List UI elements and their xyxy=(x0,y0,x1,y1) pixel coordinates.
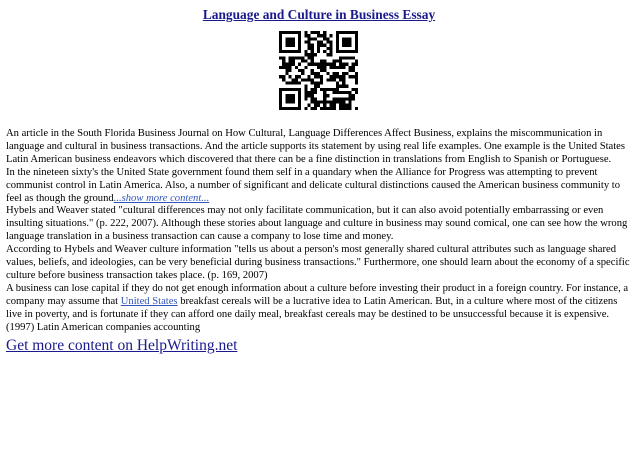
united-states-link[interactable]: United States xyxy=(120,295,178,307)
qr-code xyxy=(279,31,358,110)
essay-title-link[interactable]: Language and Culture in Business Essay xyxy=(202,7,436,22)
paragraph: Hybels and Weaver stated "cultural differences may not only facilitate communication, but it can also avoid potentially embarrassing or even insulting situations." (p. 222, 2007). Although these stories about language and culture in business may sound comical, one can see how the wrong language translation in a business transaction can cause a company to lose time and money. xyxy=(6,205,628,243)
essay-body xyxy=(6,128,634,335)
get-more-content-link[interactable]: Get more content on HelpWriting.net xyxy=(6,337,238,354)
paragraph-text: In the nineteen sixty's the United State government found them self in a quandary when the Alliance for Progress was attempting to prevent communist control in Latin America. Also, a number of significant and delicate cultural distinctions caused the American business community to feel as though the ground xyxy=(6,166,621,204)
paragraph xyxy=(6,167,634,206)
show-more-link[interactable]: ...show more content... xyxy=(113,192,210,204)
paragraph: According to Hybels and Weaver culture information "tells us about a person's most generally shared cultural attributes such as language shared values, beliefs, and ideologies, can be very beneficial during business transactions." Furthermore, one should learn about the economy of a specific culture before business transaction takes place. (p. 169, 2007) xyxy=(6,244,630,281)
paragraph xyxy=(6,283,634,335)
paragraph-text: breakfast cereals will be a lucrative idea to Latin American. But, in a culture where most of the citizens live in poverty, and is fortunate if they can afford one daily meal, breakfast cereals may be destined to be unsuccessful because it is expensive. (1997) Latin American companies accounting xyxy=(6,295,618,333)
essay-title xyxy=(0,7,638,23)
paragraph: An article in the South Florida Business Journal on How Cultural, Language Differences Affect Business, explains the miscommunication in language and cultural in business transactions. And the article supports its statement by using real life examples. One example is the United States Latin American business endeavors which discovered that there can be a fine distinction in translations from English to Spanish or Portuguese. xyxy=(6,128,625,165)
cta xyxy=(6,337,237,355)
qr-code-icon xyxy=(279,31,358,110)
paragraph-text: A business can lose capital if they do not get enough information about a culture before investing their product in a foreign country. For instance, a company may assume that xyxy=(6,282,629,307)
